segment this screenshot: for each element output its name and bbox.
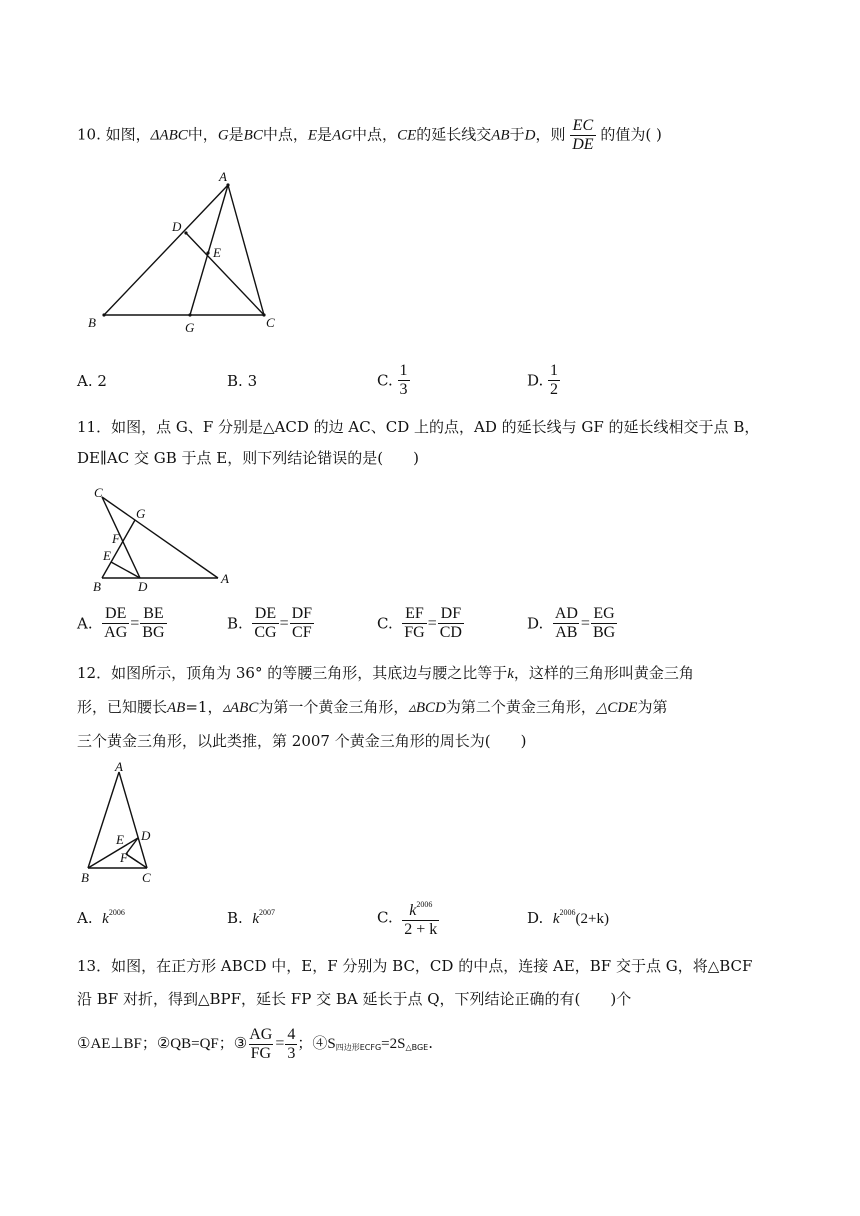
q11-option-d[interactable]: D. $\frac{AD}{AB}$ = $\frac{EG}{BG}$ xyxy=(527,605,616,641)
q11-option-c[interactable]: C. $\frac{EF}{FG}$ = $\frac{DF}{CD}$ xyxy=(377,605,462,641)
q12-option-c[interactable]: C. $\frac{k^{2006}}{2 + k}$ xyxy=(377,900,438,938)
q11-figure xyxy=(88,487,238,597)
q12-label-f: F xyxy=(120,850,128,865)
q10-label-e: E xyxy=(213,245,221,260)
q11-option-a[interactable]: A. $\frac{DE}{AG}$ = $\frac{BE}{BG}$ xyxy=(77,605,165,641)
q11-label-f: F xyxy=(112,531,120,546)
q11-segment-cd xyxy=(102,497,140,578)
q11-label-e: E xyxy=(103,548,111,563)
q10-label-c: C xyxy=(266,315,275,330)
q10-option-a[interactable]: A. 2 xyxy=(77,372,107,390)
q12-option-d[interactable]: D. $k^{2006}(2+k)$ xyxy=(527,908,609,927)
q12-option-b[interactable]: B. $k^{2007}$ xyxy=(227,908,276,927)
q12-stem-line2: 形，已知腰长AB=1，▵ABC为第一个黄金三角形，▵BCD为第二个黄金三角形，△CDE为第 xyxy=(77,698,668,716)
q12-label-a: A xyxy=(115,759,123,774)
q10-option-b[interactable]: B. 3 xyxy=(227,372,258,390)
q11-stem-line1: 11．如图，点 G、F 分别是△ACD 的边 AC、CD 上的点，AD 的延长线与 GF 的延长线相交于点 B， xyxy=(77,418,760,436)
q10-option-d[interactable]: D. $\frac{1}{2}$ xyxy=(527,362,559,398)
q10-fraction: $\frac{EC}{DE}$ xyxy=(572,117,594,153)
q10-label-a: A xyxy=(219,169,227,184)
q10-stem: 10. 如图，ΔABC中，G是BC中点，E是AG中点，CE的延长线交AB于D，则 $\frac{EC}{DE}$ 的值为( ) xyxy=(77,117,662,153)
q10-label-d: D xyxy=(172,219,182,234)
q12-label-c: C xyxy=(142,870,151,885)
q10-label-b: B xyxy=(88,315,96,330)
q11-label-a: A xyxy=(221,571,229,586)
q12-segment-ab xyxy=(88,772,119,868)
q12-label-d: D xyxy=(141,828,151,843)
q11-stem-line2: DE∥AC 交 GB 于点 E，则下列结论错误的是( ) xyxy=(77,449,419,467)
q13-conclusions: ①AE⊥BF；②QB=QF；③ $\frac{AG}{FG}$ = $\frac{4}{3}$ ；$④S_{四边形ECFG}=2S_{\triangle BGE}$. xyxy=(77,1025,434,1062)
q12-label-b: B xyxy=(81,870,89,885)
q11-label-d: D xyxy=(138,579,148,594)
q12-figure xyxy=(80,759,170,887)
q10-label-g: G xyxy=(185,320,195,335)
q10-option-c[interactable]: C. $\frac{1}{3}$ xyxy=(377,362,408,398)
q11-label-b: B xyxy=(93,579,101,594)
q13-stem-line2: 沿 BF 对折，得到△BPF，延长 FP 交 BA 延长于点 Q，下列结论正确的有( )个 xyxy=(77,990,632,1008)
q11-label-g: G xyxy=(136,506,146,521)
q12-stem-line1: 12．如图所示，顶角为 36° 的等腰三角形，其底边与腰之比等于k，这样的三角形叫黄金三角 xyxy=(77,664,694,682)
q11-option-b[interactable]: B. $\frac{DE}{CG}$ = $\frac{DF}{CF}$ xyxy=(227,605,313,641)
q12-label-e: E xyxy=(116,832,124,847)
q11-label-c: C xyxy=(94,485,103,500)
q12-stem-line3: 三个黄金三角形，以此类推，第 2007 个黄金三角形的周长为( ) xyxy=(77,732,527,750)
q10-figure xyxy=(80,165,300,340)
q12-option-a[interactable]: A. $k^{2006}$ xyxy=(77,908,125,927)
q13-stem-line1: 13．如图，在正方形 ABCD 中，E，F 分别为 BC，CD 的中点，连接 AE，BF 交于点 G，将△BCF xyxy=(77,957,753,975)
